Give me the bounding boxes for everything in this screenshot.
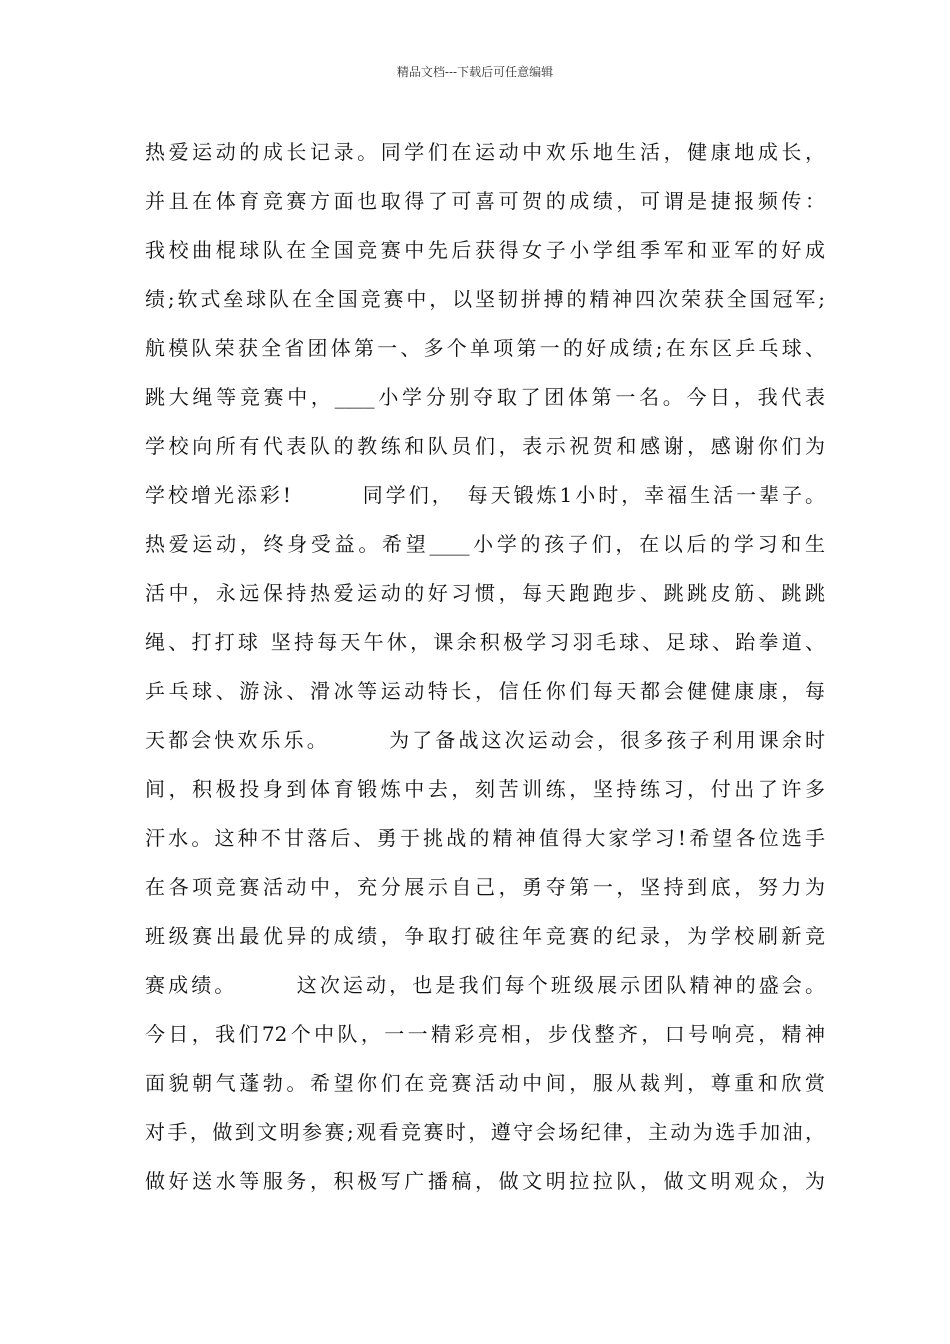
text-line: 跳大绳等竞赛中，____小学分别夺取了团体第一名。今日，我代表: [145, 385, 825, 409]
text-line: 绳、打打球 坚持每天午休，课余积极学习羽毛球、足球、跆拳道、: [145, 630, 825, 654]
document-body: [145, 128, 825, 1206]
text-line: 航模队荣获全省团体第一、多个单项第一的好成绩;在东区乒乓球、: [145, 336, 825, 360]
text-line: 在各项竞赛活动中，充分展示自己，勇夺第一，坚持到底，努力为: [145, 875, 825, 899]
text-line: 今日，我们72个中队，一一精彩亮相，步伐整齐，口号响亮，精神: [145, 1022, 825, 1046]
text-line: 并且在体育竞赛方面也取得了可喜可贺的成绩，可谓是捷报频传：: [145, 189, 825, 213]
text-line: 面貌朝气蓬勃。希望你们在竞赛活动中间，服从裁判，尊重和欣赏: [145, 1071, 825, 1095]
text-line: 热爱运动，终身受益。希望____小学的孩子们，在以后的学习和生: [145, 532, 825, 556]
text-line: 间，积极投身到体育锻炼中去，刻苦训练，坚持练习，付出了许多: [145, 777, 825, 801]
text-line: 赛成绩。 这次运动，也是我们每个班级展示团队精神的盛会。: [145, 973, 825, 997]
text-line: 活中，永远保持热爱运动的好习惯，每天跑跑步、跳跳皮筋、跳跳: [145, 581, 825, 605]
text-line: 热爱运动的成长记录。同学们在运动中欢乐地生活，健康地成长，: [145, 140, 825, 164]
text-line: 对手，做到文明参赛;观看竞赛时，遵守会场纪律，主动为选手加油，: [145, 1120, 825, 1144]
text-line: 学校增光添彩! 同学们， 每天锻炼1小时，幸福生活一辈子。: [145, 483, 825, 507]
text-line: 班级赛出最优异的成绩，争取打破往年竞赛的纪录，为学校刷新竞: [145, 924, 825, 948]
text-line: 天都会快欢乐乐。 为了备战这次运动会，很多孩子利用课余时: [145, 728, 825, 752]
text-line: 汗水。这种不甘落后、勇于挑战的精神值得大家学习!希望各位选手: [145, 826, 825, 850]
page-header: 精品文档---下载后可任意编辑: [396, 65, 554, 79]
text-line: 做好送水等服务，积极写广播稿，做文明拉拉队，做文明观众，为: [145, 1169, 825, 1193]
text-line: 绩;软式垒球队在全国竞赛中，以坚韧拼搏的精神四次荣获全国冠军;: [145, 287, 825, 311]
text-line: 我校曲棍球队在全国竞赛中先后获得女子小学组季军和亚军的好成: [145, 238, 825, 262]
text-line: 乒乓球、游泳、滑冰等运动特长，信任你们每天都会健健康康，每: [145, 679, 825, 703]
text-line: 学校向所有代表队的教练和队员们，表示祝贺和感谢，感谢你们为: [145, 434, 825, 458]
